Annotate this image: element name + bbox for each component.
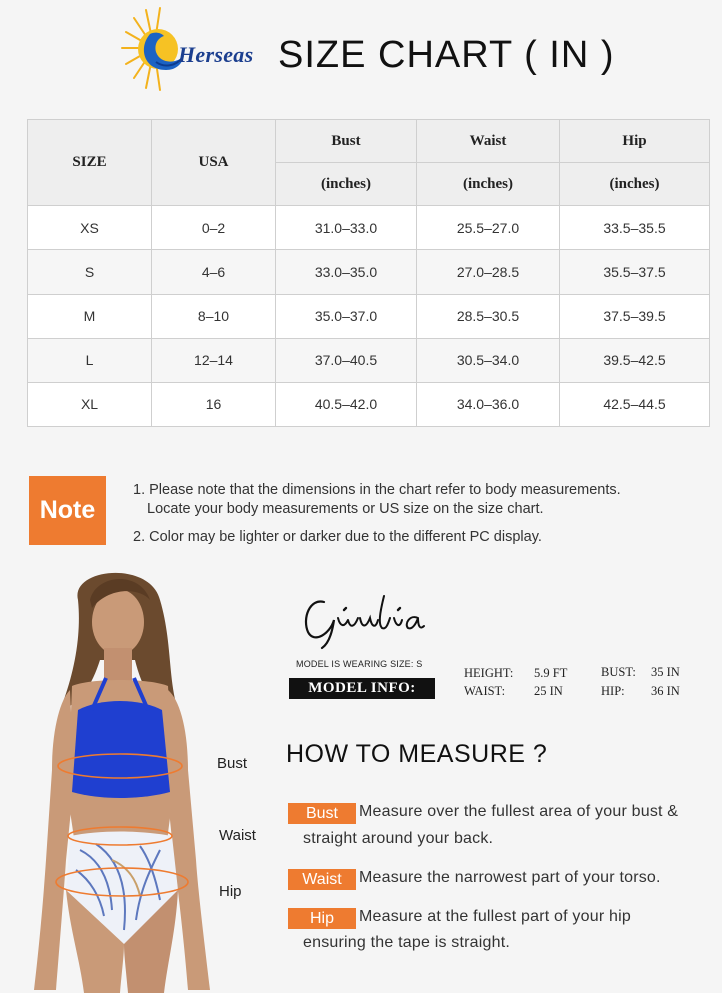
header-usa: USA xyxy=(152,120,276,206)
cell-size: XS xyxy=(28,206,152,250)
header-size: SIZE xyxy=(28,120,152,206)
measure-waist-text: Measure the narrowest part of your torso. xyxy=(359,869,661,886)
height-value: 5.9 FT xyxy=(534,666,568,680)
cell-size: L xyxy=(28,338,152,382)
note-badge: Note xyxy=(29,476,106,545)
cell-usa: 0–2 xyxy=(152,206,276,250)
table-row xyxy=(28,206,710,250)
header-bust-unit: (inches) xyxy=(276,163,417,206)
tag-hip: Hip xyxy=(288,908,356,929)
note-line-1: 1. Please note that the dimensions in the chart refer to body measurements. xyxy=(133,482,621,498)
cell-waist: 27.0–28.5 xyxy=(417,250,560,294)
cell-usa: 12–14 xyxy=(152,338,276,382)
model-signature xyxy=(296,588,426,650)
how-to-measure-title: HOW TO MEASURE ? xyxy=(286,740,548,768)
cell-waist: 30.5–34.0 xyxy=(417,338,560,382)
cell-bust: 35.0–37.0 xyxy=(276,294,417,338)
measure-bust-text-2: straight around your back. xyxy=(303,830,494,847)
cell-bust: 31.0–33.0 xyxy=(276,206,417,250)
tag-waist: Waist xyxy=(288,869,356,890)
cell-size: XL xyxy=(28,382,152,426)
cell-bust: 33.0–35.0 xyxy=(276,250,417,294)
cell-hip: 37.5–39.5 xyxy=(560,294,710,338)
table-row xyxy=(28,294,710,338)
cell-hip: 39.5–42.5 xyxy=(560,338,710,382)
bust-label: BUST: xyxy=(601,665,636,679)
cell-bust: 40.5–42.0 xyxy=(276,382,417,426)
table-row xyxy=(28,250,710,294)
size-chart-table xyxy=(27,119,710,427)
brand-name: Herseas xyxy=(178,42,254,67)
note-line-2: 2. Color may be lighter or darker due to the different PC display. xyxy=(133,529,542,545)
cell-hip: 33.5–35.5 xyxy=(560,206,710,250)
hip-value: 36 IN xyxy=(651,684,680,698)
measure-bust-text-1: Measure over the fullest area of your bust & xyxy=(359,803,679,820)
waist-label: WAIST: xyxy=(464,684,506,698)
cell-size: M xyxy=(28,294,152,338)
tag-bust: Bust xyxy=(288,803,356,824)
model-wearing-size: MODEL IS WEARING SIZE: S xyxy=(296,659,423,669)
cell-waist: 28.5–30.5 xyxy=(417,294,560,338)
cell-usa: 8–10 xyxy=(152,294,276,338)
cell-size: S xyxy=(28,250,152,294)
header-bust: Bust xyxy=(276,120,417,163)
body-label-bust: Bust xyxy=(217,755,248,772)
cell-usa: 4–6 xyxy=(152,250,276,294)
table-row xyxy=(28,382,710,426)
header-hip-unit: (inches) xyxy=(560,163,710,206)
bust-value: 35 IN xyxy=(651,665,680,679)
table-row xyxy=(28,338,710,382)
body-label-waist: Waist xyxy=(219,827,256,844)
cell-waist: 25.5–27.0 xyxy=(417,206,560,250)
height-label: HEIGHT: xyxy=(464,666,514,680)
note-line-1b: Locate your body measurements or US size on the size chart. xyxy=(147,501,544,517)
cell-usa: 16 xyxy=(152,382,276,426)
page-title: SIZE CHART ( IN ) xyxy=(278,34,615,76)
cell-waist: 34.0–36.0 xyxy=(417,382,560,426)
waist-value: 25 IN xyxy=(534,684,563,698)
body-label-hip: Hip xyxy=(219,883,242,900)
header-waist: Waist xyxy=(417,120,560,163)
measure-hip-text-2: ensuring the tape is straight. xyxy=(303,934,511,951)
measure-hip-text-1: Measure at the fullest part of your hip xyxy=(359,908,631,925)
header-waist-unit: (inches) xyxy=(417,163,560,206)
cell-hip: 35.5–37.5 xyxy=(560,250,710,294)
cell-bust: 37.0–40.5 xyxy=(276,338,417,382)
header-hip: Hip xyxy=(560,120,710,163)
hip-label: HIP: xyxy=(601,684,625,698)
model-photo xyxy=(0,560,248,993)
cell-hip: 42.5–44.5 xyxy=(560,382,710,426)
model-info-label: MODEL INFO: xyxy=(289,678,435,699)
